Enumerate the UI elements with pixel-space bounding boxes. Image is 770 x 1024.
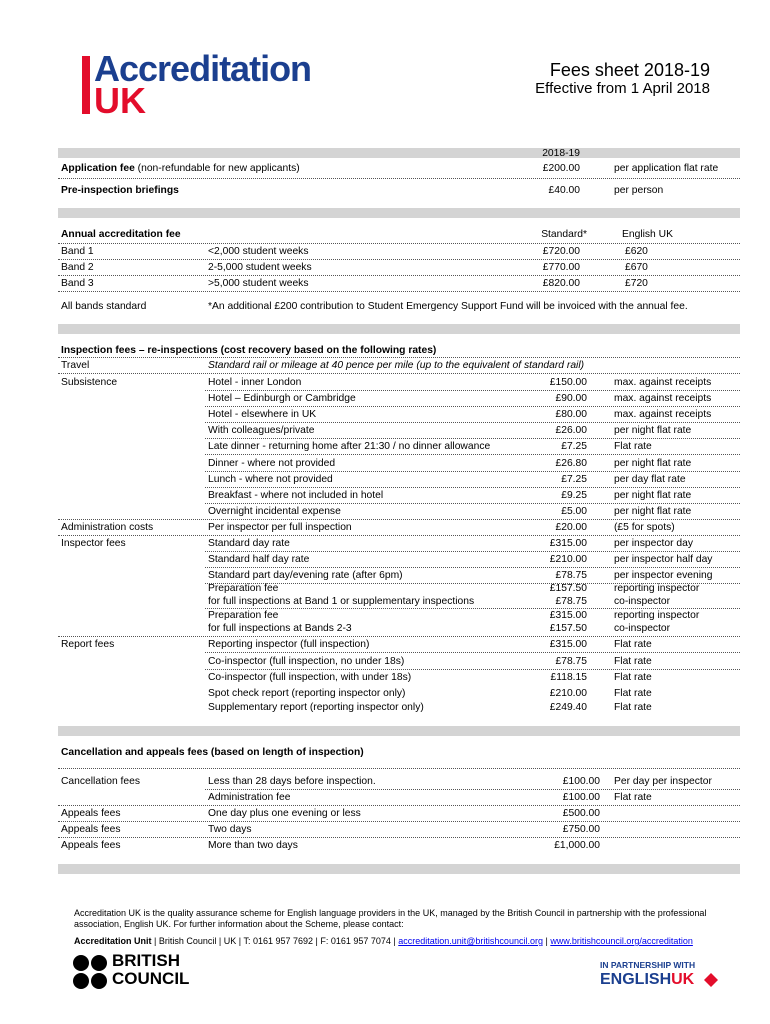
row-description: Reporting inspector (full inspection) xyxy=(208,639,370,650)
footer-contact xyxy=(74,936,693,947)
contact-email-link[interactable]: accreditation.unit@britishcouncil.org xyxy=(398,936,543,946)
partner-name-english: ENGLISH xyxy=(600,971,672,988)
prep1-desc1: Preparation fee xyxy=(208,583,279,594)
partner-line: IN PARTNERSHIP WITH xyxy=(600,960,696,970)
contact-sep: | xyxy=(542,936,551,946)
application-fee-label xyxy=(61,163,300,175)
divider xyxy=(58,291,740,292)
british-council-dots-icon xyxy=(72,954,116,990)
row-basis: max. against receipts xyxy=(614,409,712,420)
divider xyxy=(205,669,740,670)
footer-para1: Accreditation UK is the quality assurance scheme for English language providers in the UK, managed by the British Council in partnership with the professional xyxy=(74,908,707,918)
row-description: One day plus one evening or less xyxy=(208,808,361,819)
divider xyxy=(205,789,740,790)
row-basis: per night flat rate xyxy=(614,458,692,469)
row-amount: £750.00 xyxy=(562,824,600,835)
contact-sep: | xyxy=(151,936,159,946)
row-basis: max. against receipts xyxy=(614,377,712,388)
divider xyxy=(205,390,740,391)
divider xyxy=(205,567,740,568)
row-category: Cancellation fees xyxy=(61,776,140,787)
all-bands-note: *An additional £200 contribution to Student Emergency Support Fund will be invoiced with the annual fee. xyxy=(208,301,688,312)
row-category: Administration costs xyxy=(61,522,154,533)
band-label: Band 2 xyxy=(61,262,94,273)
divider xyxy=(205,406,740,407)
page-subtitle: Effective from 1 April 2018 xyxy=(535,80,710,97)
row-description: Less than 28 days before inspection. xyxy=(208,776,376,787)
partner-name xyxy=(600,971,694,989)
row-basis: max. against receipts xyxy=(614,393,712,404)
application-fee-note: (non-refundable for new applicants) xyxy=(134,163,300,174)
prep2-basis2: co-inspector xyxy=(614,623,671,634)
row-amount: £500.00 xyxy=(562,808,600,819)
divider xyxy=(58,821,740,822)
row-amount: £20.00 xyxy=(555,522,587,533)
row-basis: Per day per inspector xyxy=(614,776,712,787)
row-basis: Flat rate xyxy=(614,792,652,803)
preinspection-basis: per person xyxy=(614,185,664,196)
row-amount: £210.00 xyxy=(549,688,587,699)
divider xyxy=(58,636,740,637)
prep1-amt1: £157.50 xyxy=(549,583,587,594)
divider xyxy=(205,487,740,488)
row-category: Inspector fees xyxy=(61,538,126,549)
band-label: Band 1 xyxy=(61,246,94,257)
divider xyxy=(58,357,740,358)
row-description: Standard half day rate xyxy=(208,554,310,565)
annual-heading: Annual accreditation fee xyxy=(61,229,181,240)
row-description: Co-inspector (full inspection, no under 18s) xyxy=(208,656,405,667)
annual-col-english: English UK xyxy=(622,229,673,240)
row-amount: £90.00 xyxy=(555,393,587,404)
divider xyxy=(205,454,740,455)
partner-name-uk: UK xyxy=(671,971,695,988)
row-amount: £7.25 xyxy=(561,474,587,485)
inspection-heading: Inspection fees – re-inspections (cost recovery based on the following rates) xyxy=(61,345,437,356)
british-council-logo xyxy=(72,952,212,992)
contact-fax: F: 0161 957 7074 xyxy=(320,936,391,946)
row-basis: (£5 for spots) xyxy=(614,522,675,533)
annual-col-standard: Standard* xyxy=(541,229,587,240)
row-amount: £100.00 xyxy=(562,776,600,787)
contact-sep: | xyxy=(390,936,399,946)
band-standard: £770.00 xyxy=(542,262,580,273)
row-description: Hotel - inner London xyxy=(208,377,302,388)
prep1-basis1: reporting inspector xyxy=(614,583,700,594)
divider xyxy=(205,422,740,423)
page-title: Fees sheet 2018-19 xyxy=(549,60,710,80)
row-basis: per inspector day xyxy=(614,538,693,549)
row-description: Spot check report (reporting inspector only) xyxy=(208,688,406,699)
row-basis: Flat rate xyxy=(614,702,652,713)
row-description: Supplementary report (reporting inspector only) xyxy=(208,702,424,713)
row-description: Lunch - where not provided xyxy=(208,474,333,485)
row-basis: Flat rate xyxy=(614,688,652,699)
logo-line2: UK xyxy=(94,80,146,121)
divider xyxy=(58,519,740,520)
row-description: Breakfast - where not included in hotel xyxy=(208,490,384,501)
section-band xyxy=(58,148,740,158)
band-label: Band 3 xyxy=(61,278,94,289)
prep2-amt1: £315.00 xyxy=(549,610,587,621)
accreditation-uk-logo xyxy=(80,48,320,121)
row-amount: £7.25 xyxy=(561,441,587,452)
travel-note: Standard rail or mileage at 40 pence per mile (up to the equivalent of standard rail) xyxy=(208,360,585,371)
bc-line1: BRITISH xyxy=(112,951,180,970)
band-desc: >5,000 student weeks xyxy=(208,278,309,289)
divider xyxy=(58,535,740,536)
divider xyxy=(205,471,740,472)
divider xyxy=(205,551,740,552)
row-amount: £315.00 xyxy=(549,639,587,650)
all-bands-label: All bands standard xyxy=(61,301,147,312)
row-basis: Flat rate xyxy=(614,441,652,452)
contact-sep: | xyxy=(216,936,224,946)
prep2-basis1: reporting inspector xyxy=(614,610,700,621)
divider xyxy=(205,652,740,653)
band-desc: 2-5,000 student weeks xyxy=(208,262,312,273)
row-basis: per night flat rate xyxy=(614,425,692,436)
row-amount: £78.75 xyxy=(555,570,587,581)
row-amount: £80.00 xyxy=(555,409,587,420)
row-description: More than two days xyxy=(208,840,298,851)
divider xyxy=(58,259,740,260)
prep2-desc1: Preparation fee xyxy=(208,610,279,621)
row-category: Appeals fees xyxy=(61,808,121,819)
row-amount: £78.75 xyxy=(555,656,587,667)
row-description: Standard day rate xyxy=(208,538,290,549)
logo-red-bar xyxy=(82,56,90,114)
row-description: Standard part day/evening rate (after 6pm) xyxy=(208,570,403,581)
band-standard: £820.00 xyxy=(542,278,580,289)
prep1-amt2: £78.75 xyxy=(555,596,587,607)
row-category: Appeals fees xyxy=(61,824,121,835)
contact-org: British Council xyxy=(158,936,217,946)
row-amount: £315.00 xyxy=(549,538,587,549)
row-description: With colleagues/private xyxy=(208,425,315,436)
row-amount: £210.00 xyxy=(549,554,587,565)
row-amount: £100.00 xyxy=(562,792,600,803)
travel-label: Travel xyxy=(61,360,90,371)
logo-line1: Accreditation xyxy=(94,48,312,89)
section-band xyxy=(58,208,740,218)
divider xyxy=(205,438,740,439)
application-fee-amount: £200.00 xyxy=(542,163,580,174)
row-amount: £249.40 xyxy=(549,702,587,713)
band-english: £620 xyxy=(625,246,648,257)
bc-line2: COUNCIL xyxy=(112,969,190,988)
prep2-desc2: for full inspections at Bands 2-3 xyxy=(208,623,352,634)
row-amount: £26.80 xyxy=(555,458,587,469)
divider xyxy=(58,178,740,179)
divider xyxy=(205,503,740,504)
row-description: Administration fee xyxy=(208,792,291,803)
preinspection-label: Pre-inspection briefings xyxy=(61,185,179,196)
year-header: 2018-19 xyxy=(542,148,580,159)
row-amount: £9.25 xyxy=(561,490,587,501)
divider xyxy=(58,275,740,276)
contact-tel: T: 0161 957 7692 xyxy=(243,936,313,946)
contact-unit: Accreditation Unit xyxy=(74,936,152,946)
row-basis: per night flat rate xyxy=(614,506,692,517)
prep1-desc2: for full inspections at Band 1 or supplementary inspections xyxy=(208,596,475,607)
application-fee-title: Application fee xyxy=(61,163,135,174)
application-fee-basis: per application flat rate xyxy=(614,163,719,174)
contact-sep: | xyxy=(313,936,321,946)
divider xyxy=(58,837,740,838)
row-basis: per night flat rate xyxy=(614,490,692,501)
divider xyxy=(58,805,740,806)
preinspection-amount: £40.00 xyxy=(548,185,580,196)
row-amount: £118.15 xyxy=(550,672,587,683)
row-category: Appeals fees xyxy=(61,840,121,851)
english-uk-diamond-icon xyxy=(704,973,718,987)
row-description: Two days xyxy=(208,824,252,835)
prep2-amt2: £157.50 xyxy=(549,623,587,634)
band-standard: £720.00 xyxy=(542,246,580,257)
row-description: Overnight incidental expense xyxy=(208,506,341,517)
contact-sep: | xyxy=(236,936,244,946)
row-basis: Flat rate xyxy=(614,672,652,683)
row-description: Late dinner - returning home after 21:30 / no dinner allowance xyxy=(208,441,491,452)
section-band xyxy=(58,726,740,736)
row-amount: £5.00 xyxy=(561,506,587,517)
band-desc: <2,000 student weeks xyxy=(208,246,309,257)
row-basis: per day flat rate xyxy=(614,474,686,485)
cancellation-heading: Cancellation and appeals fees (based on length of inspection) xyxy=(61,747,364,758)
row-basis: Flat rate xyxy=(614,656,652,667)
row-description: Hotel – Edinburgh or Cambridge xyxy=(208,393,356,404)
divider xyxy=(58,243,740,244)
prep1-basis2: co-inspector xyxy=(614,596,671,607)
section-band xyxy=(58,864,740,874)
divider xyxy=(58,373,740,374)
row-category: Subsistence xyxy=(61,377,118,388)
row-basis: per inspector half day xyxy=(614,554,713,565)
row-description: Co-inspector (full inspection, with under 18s) xyxy=(208,672,412,683)
row-description: Dinner - where not provided xyxy=(208,458,336,469)
section-band xyxy=(58,324,740,334)
divider xyxy=(205,608,740,609)
row-amount: £26.00 xyxy=(555,425,587,436)
english-uk-logo xyxy=(598,960,723,994)
footer-para2: association, English UK. For further information about the Scheme, please contact: xyxy=(74,919,404,929)
row-category: Report fees xyxy=(61,639,115,650)
contact-web-link[interactable]: www.britishcouncil.org/accreditation xyxy=(550,936,693,946)
divider xyxy=(58,768,740,769)
row-amount: £150.00 xyxy=(549,377,587,388)
band-english: £720 xyxy=(625,278,648,289)
row-basis: Flat rate xyxy=(614,639,652,650)
band-english: £670 xyxy=(625,262,648,273)
row-basis: per inspector evening xyxy=(614,570,713,581)
row-amount: £1,000.00 xyxy=(554,840,600,851)
row-description: Per inspector per full inspection xyxy=(208,522,352,533)
contact-country: UK xyxy=(223,936,237,946)
row-description: Hotel - elsewhere in UK xyxy=(208,409,317,420)
